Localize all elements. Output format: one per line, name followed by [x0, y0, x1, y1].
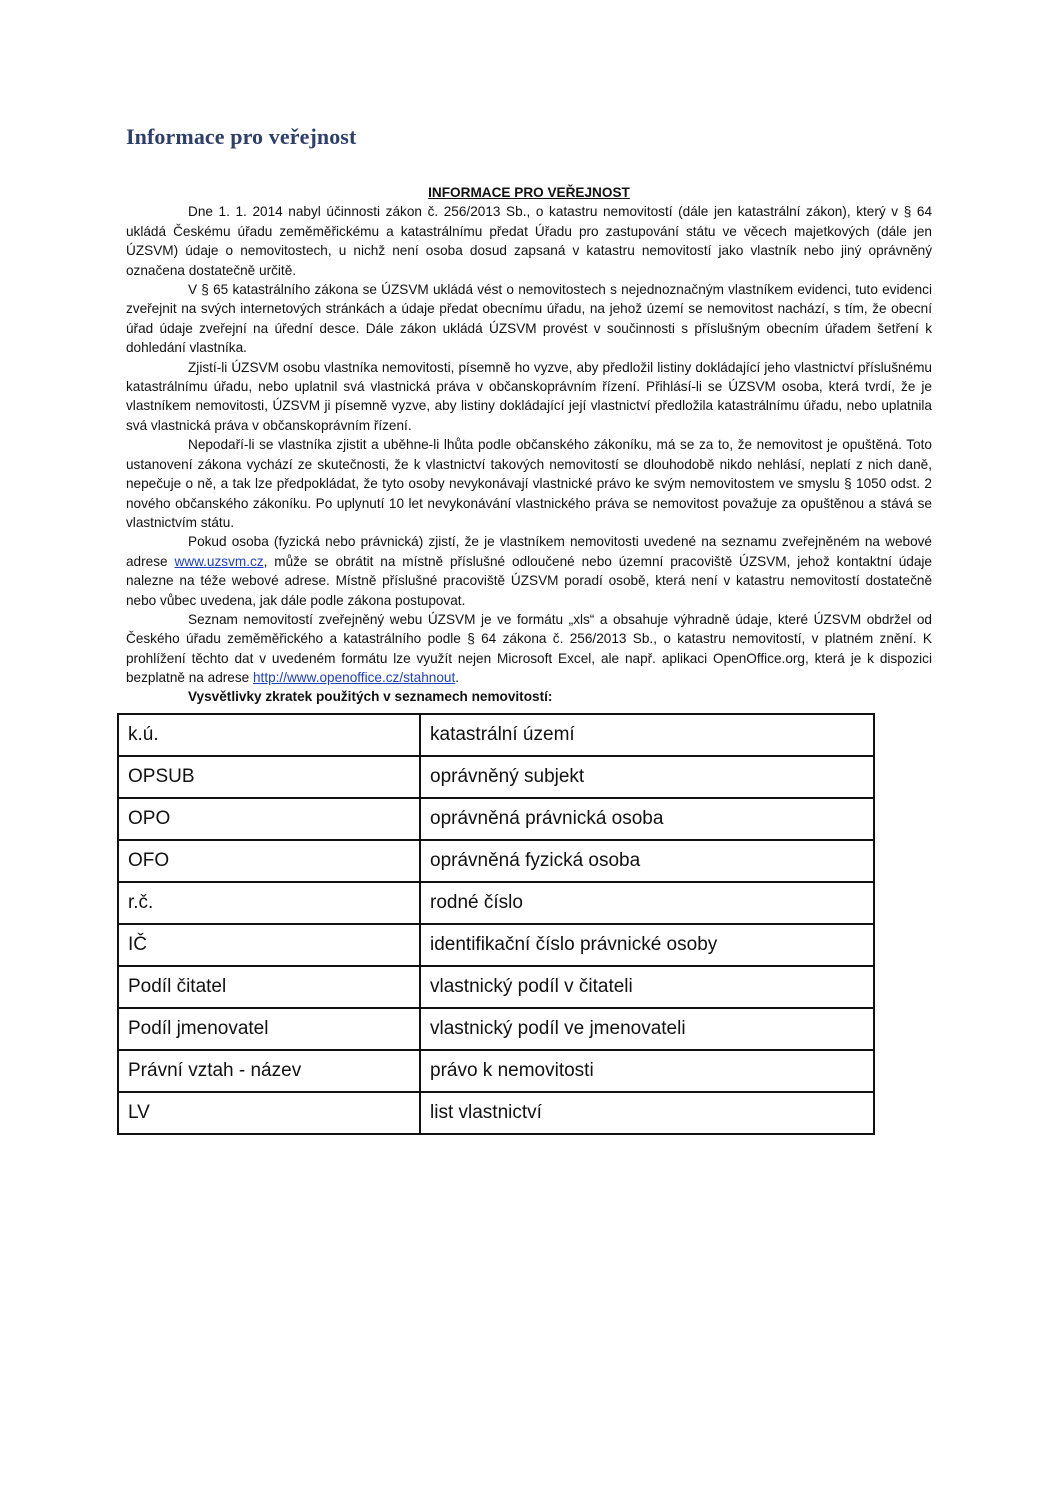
- abbreviation-cell: LV: [118, 1092, 420, 1134]
- table-row: [118, 756, 874, 798]
- paragraph-6: [126, 610, 932, 688]
- meaning-cell: oprávněná právnická osoba: [420, 798, 874, 840]
- meaning-cell: identifikační číslo právnické osoby: [420, 924, 874, 966]
- table-row: [118, 1050, 874, 1092]
- document-body: [126, 183, 932, 706]
- paragraph-5: [126, 532, 932, 610]
- abbreviation-cell: OPO: [118, 798, 420, 840]
- meaning-cell: vlastnický podíl ve jmenovateli: [420, 1008, 874, 1050]
- meaning-cell: oprávněná fyzická osoba: [420, 840, 874, 882]
- page-heading: Informace pro veřejnost: [126, 124, 357, 149]
- table-row: [118, 966, 874, 1008]
- openoffice-link[interactable]: http://www.openoffice.cz/stahnout: [252, 670, 456, 686]
- table-row: [118, 798, 874, 840]
- meaning-cell: rodné číslo: [420, 882, 874, 924]
- meaning-cell: vlastnický podíl v čitateli: [420, 966, 874, 1008]
- abbreviation-cell: OPSUB: [118, 756, 420, 798]
- legend-heading: Vysvětlivky zkratek použitých v seznamech nemovitostí:: [188, 688, 553, 704]
- abbreviation-cell: Podíl čitatel: [118, 966, 420, 1008]
- paragraph-5-text-before: Pokud osoba (fyzická nebo právnická) zjistí, že je vlastníkem nemovitosti uvedené na seznamu zveřejněném na webové adrese: [126, 534, 932, 569]
- abbreviation-cell: r.č.: [118, 882, 420, 924]
- abbreviation-cell: Právní vztah - název: [118, 1050, 420, 1092]
- abbreviations-table: [117, 713, 875, 1135]
- paragraph-5-text-after: , může se obrátit na místně příslušné odloučené nebo územní pracoviště ÚZSVM, jehož kontaktní údaje nalezne na téže webové adrese. Místně příslušné pracoviště ÚZSVM poradí osobě, která není v katastru nemovitostí dostatečně nebo vůbec uvedena, jak dále podle zákona postupovat.: [126, 553, 932, 608]
- abbreviation-cell: IČ: [118, 924, 420, 966]
- meaning-cell: katastrální území: [420, 714, 874, 756]
- uzsvm-link[interactable]: www.uzsvm.cz: [174, 553, 264, 569]
- table-row: [118, 1008, 874, 1050]
- paragraph-6-text-before: Seznam nemovitostí zveřejněný webu ÚZSVM je ve formátu „xls“ a obsahuje výhradně údaje, které ÚZSVM obdržel od Českého úřadu zeměměřického a katastrálního podle § 64 zákona č. 256/2013 Sb., o katastru nemovitostí, v platném znění. K prohlížení těchto dat v uvedeném formátu lze využít nejen Microsoft Excel, ale např. aplikaci OpenOffice.org, která je k dispozici bezplatně na adrese: [126, 611, 932, 686]
- meaning-cell: oprávněný subjekt: [420, 756, 874, 798]
- table-row: [118, 882, 874, 924]
- paragraph-3: Zjistí-li ÚZSVM osobu vlastníka nemovitosti, písemně ho vyzve, aby předložil listiny dokládající jeho vlastnictví příslušnému katastrálnímu úřadu, nebo uplatnil svá vlastnická práva v občanskoprávním řízení. Přihlásí-li se ÚZSVM osoba, která tvrdí, že je vlastníkem nemovitosti, ÚZSVM ji písemně vyzve, aby listiny dokládající její vlastnictví předložila katastrálnímu úřadu, nebo uplatnila svá vlastnická práva v občanskoprávním řízení.: [126, 359, 932, 433]
- paragraph-4: Nepodaří-li se vlastníka zjistit a uběhne-li lhůta podle občanského zákoníku, má se za to, že nemovitost je opuštěná. Toto ustanovení zákona vychází ze skutečnosti, že k vlastnictví takových nemovitostí se dlouhodobě nikdo nehlásí, neplatí z nich daně, nepečuje o ně, a tak lze předpokládat, že tyto osoby nevykonávají vlastnické právo ke svým nemovitostem ve smyslu § 1050 odst. 2 nového občanského zákoníku. Po uplynutí 10 let nevykonávání vlastnického práva se nemovitost považuje za opuštěnou a stává se vlastnictvím státu.: [126, 437, 932, 530]
- table-row: [118, 714, 874, 756]
- table-row: [118, 924, 874, 966]
- paragraph-1: Dne 1. 1. 2014 nabyl účinnosti zákon č. 256/2013 Sb., o katastru nemovitostí (dále jen katastrální zákon), který v § 64 ukládá Českému úřadu zeměměřickému a katastrálnímu předat Úřadu pro zastupování státu ve věcech majetkových (dále jen ÚZSVM) údaje o nemovitostech, u nichž není osoba dosud zapsaná v katastru nemovitostí jako vlastník nebo jiný oprávněný označena dostatečně určitě.: [126, 204, 932, 278]
- document-title: INFORMACE PRO VEŘEJNOST: [428, 185, 630, 200]
- paragraph-2: V § 65 katastrálního zákona se ÚZSVM ukládá vést o nemovitostech s nejednoznačným vlastníkem evidenci, tuto evidenci zveřejnit na svých internetových stránkách a údaje předat obecnímu úřadu, na jehož území se nemovitost nachází, s tím, že obecní úřad údaje zveřejní na úřední desce. Dále zákon ukládá ÚZSVM provést v součinnosti s příslušným obecním úřadem šetření k dohledání vlastníka.: [126, 282, 932, 356]
- paragraph-6-text-after: .: [455, 670, 460, 686]
- meaning-cell: právo k nemovitosti: [420, 1050, 874, 1092]
- meaning-cell: list vlastnictví: [420, 1092, 874, 1134]
- abbreviation-cell: Podíl jmenovatel: [118, 1008, 420, 1050]
- table-row: [118, 840, 874, 882]
- abbreviation-cell: k.ú.: [118, 714, 420, 756]
- table-row: [118, 1092, 874, 1134]
- abbreviation-cell: OFO: [118, 840, 420, 882]
